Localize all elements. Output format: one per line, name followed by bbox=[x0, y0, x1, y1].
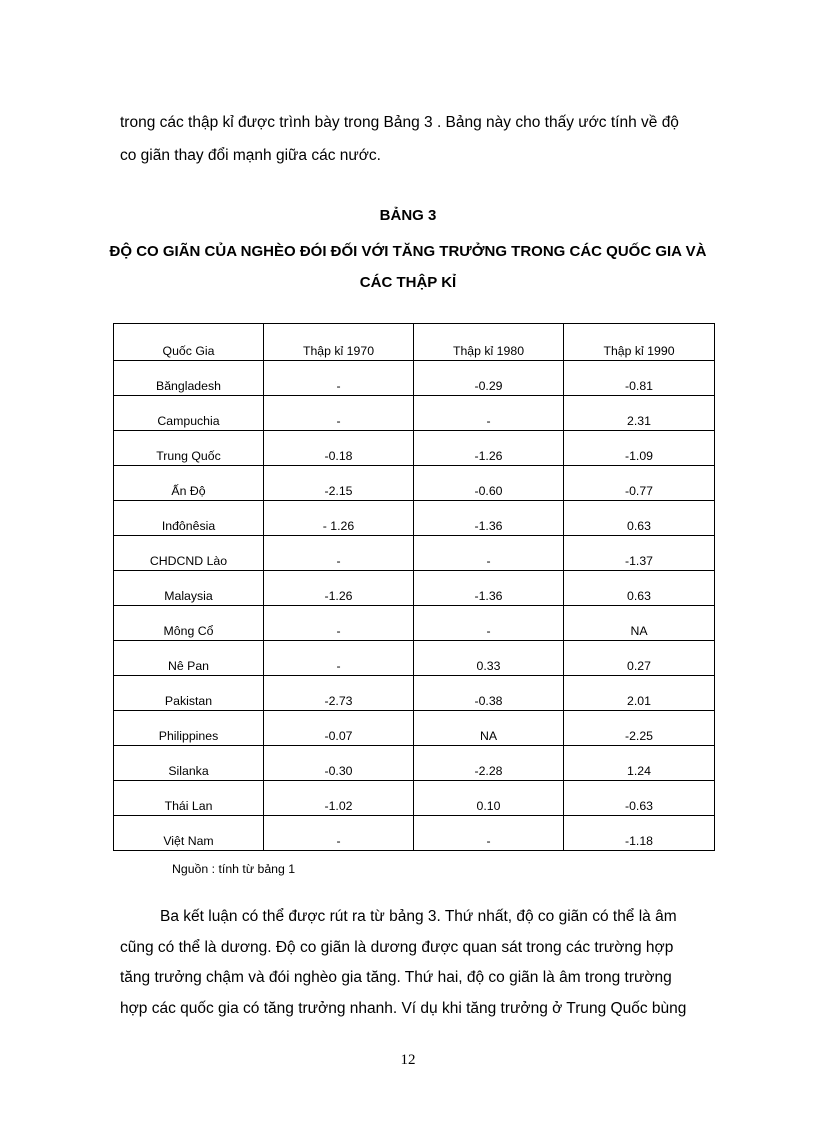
cell-1970s: -1.26 bbox=[264, 571, 414, 606]
conclusion-line: cũng có thể là dương. Độ co giãn là dương được quan sát trong các trường hợp bbox=[120, 938, 674, 956]
cell-1980s: -2.28 bbox=[414, 746, 564, 781]
cell-1970s: - 1.26 bbox=[264, 501, 414, 536]
cell-1970s: -2.15 bbox=[264, 466, 414, 501]
cell-1970s: - bbox=[264, 606, 414, 641]
cell-country: Thái Lan bbox=[114, 781, 264, 816]
cell-1990s: -1.09 bbox=[564, 431, 715, 466]
cell-1970s: - bbox=[264, 641, 414, 676]
cell-1990s: 1.24 bbox=[564, 746, 715, 781]
table-row bbox=[114, 431, 715, 466]
table-row bbox=[114, 466, 715, 501]
table-row bbox=[114, 816, 715, 851]
cell-1980s: - bbox=[414, 396, 564, 431]
cell-1970s: -1.02 bbox=[264, 781, 414, 816]
table-row bbox=[114, 396, 715, 431]
cell-country: Việt Nam bbox=[114, 816, 264, 851]
cell-country: CHDCND Lào bbox=[114, 536, 264, 571]
cell-country: Ấn Độ bbox=[114, 466, 264, 501]
table-row bbox=[114, 571, 715, 606]
table-row bbox=[114, 361, 715, 396]
cell-country: Pakistan bbox=[114, 676, 264, 711]
cell-1980s: - bbox=[414, 606, 564, 641]
cell-country: Malaysia bbox=[114, 571, 264, 606]
cell-1980s: -0.38 bbox=[414, 676, 564, 711]
header-1980s: Thập kỉ 1980 bbox=[414, 324, 564, 361]
cell-1980s: -1.26 bbox=[414, 431, 564, 466]
cell-1980s: - bbox=[414, 536, 564, 571]
cell-1980s: -0.60 bbox=[414, 466, 564, 501]
header-1990s: Thập kỉ 1990 bbox=[564, 324, 715, 361]
table-row bbox=[114, 711, 715, 746]
cell-1980s: 0.33 bbox=[414, 641, 564, 676]
cell-1990s: 2.31 bbox=[564, 396, 715, 431]
cell-1990s: -2.25 bbox=[564, 711, 715, 746]
cell-country: Silanka bbox=[114, 746, 264, 781]
cell-1990s: 0.27 bbox=[564, 641, 715, 676]
cell-1970s: -2.73 bbox=[264, 676, 414, 711]
cell-1980s: NA bbox=[414, 711, 564, 746]
cell-country: Campuchia bbox=[114, 396, 264, 431]
cell-1970s: -0.07 bbox=[264, 711, 414, 746]
elasticity-table bbox=[113, 323, 715, 851]
table-number: BẢNG 3 bbox=[379, 207, 437, 224]
table-row bbox=[114, 501, 715, 536]
cell-1990s: 2.01 bbox=[564, 676, 715, 711]
table-row bbox=[114, 606, 715, 641]
conclusion-line: Ba kết luận có thể được rút ra từ bảng 3. Thứ nhất, độ co giãn có thể là âm bbox=[160, 908, 677, 925]
table-row bbox=[114, 746, 715, 781]
cell-country: Nê Pan bbox=[114, 641, 264, 676]
cell-1970s: - bbox=[264, 361, 414, 396]
header-1970s: Thập kỉ 1970 bbox=[264, 324, 414, 361]
table-row bbox=[114, 781, 715, 816]
cell-1990s: -0.77 bbox=[564, 466, 715, 501]
table-row bbox=[114, 641, 715, 676]
cell-country: Băngladesh bbox=[114, 361, 264, 396]
cell-1970s: -0.30 bbox=[264, 746, 414, 781]
table-title: ĐỘ CO GIÃN CỦA NGHÈO ĐÓI ĐỐI VỚI TĂNG TRƯỞNG TRONG CÁC QUỐC GIA VÀ CÁC THẬP KỈ bbox=[109, 243, 707, 291]
cell-1970s: - bbox=[264, 396, 414, 431]
cell-1980s: 0.10 bbox=[414, 781, 564, 816]
cell-1970s: -0.18 bbox=[264, 431, 414, 466]
cell-1990s: -0.81 bbox=[564, 361, 715, 396]
header-country: Quốc Gia bbox=[114, 324, 264, 361]
cell-country: Philippines bbox=[114, 711, 264, 746]
cell-1980s: -1.36 bbox=[414, 501, 564, 536]
intro-paragraph: trong các thập kỉ được trình bày trong Bảng 3 . Bảng này cho thấy ước tính về độ co giãn thay đổi mạnh giữa các nước. bbox=[120, 114, 679, 164]
conclusion-line: hợp các quốc gia có tăng trưởng nhanh. Ví dụ khi tăng trưởng ở Trung Quốc bùng bbox=[120, 999, 687, 1017]
cell-1990s: NA bbox=[564, 606, 715, 641]
source-note: Nguồn : tính từ bảng 1 bbox=[172, 862, 296, 876]
cell-1990s: 0.63 bbox=[564, 501, 715, 536]
conclusion-line: tăng trưởng chậm và đói nghèo gia tăng. Thứ hai, độ co giãn là âm trong trường bbox=[120, 969, 672, 986]
cell-1990s: 0.63 bbox=[564, 571, 715, 606]
cell-1980s: -0.29 bbox=[414, 361, 564, 396]
cell-country: Mông Cổ bbox=[114, 606, 264, 641]
table-body bbox=[114, 361, 715, 851]
cell-1980s: -1.36 bbox=[414, 571, 564, 606]
cell-1990s: -1.18 bbox=[564, 816, 715, 851]
cell-1970s: - bbox=[264, 536, 414, 571]
cell-1980s: - bbox=[414, 816, 564, 851]
table-row bbox=[114, 676, 715, 711]
cell-1990s: -1.37 bbox=[564, 536, 715, 571]
table-header-row bbox=[114, 324, 715, 361]
conclusion-paragraph bbox=[120, 902, 698, 1024]
cell-1970s: - bbox=[264, 816, 414, 851]
cell-1990s: -0.63 bbox=[564, 781, 715, 816]
cell-country: Trung Quốc bbox=[114, 431, 264, 466]
page-number: 12 bbox=[400, 1052, 416, 1068]
table-row bbox=[114, 536, 715, 571]
cell-country: Inđônêsia bbox=[114, 501, 264, 536]
